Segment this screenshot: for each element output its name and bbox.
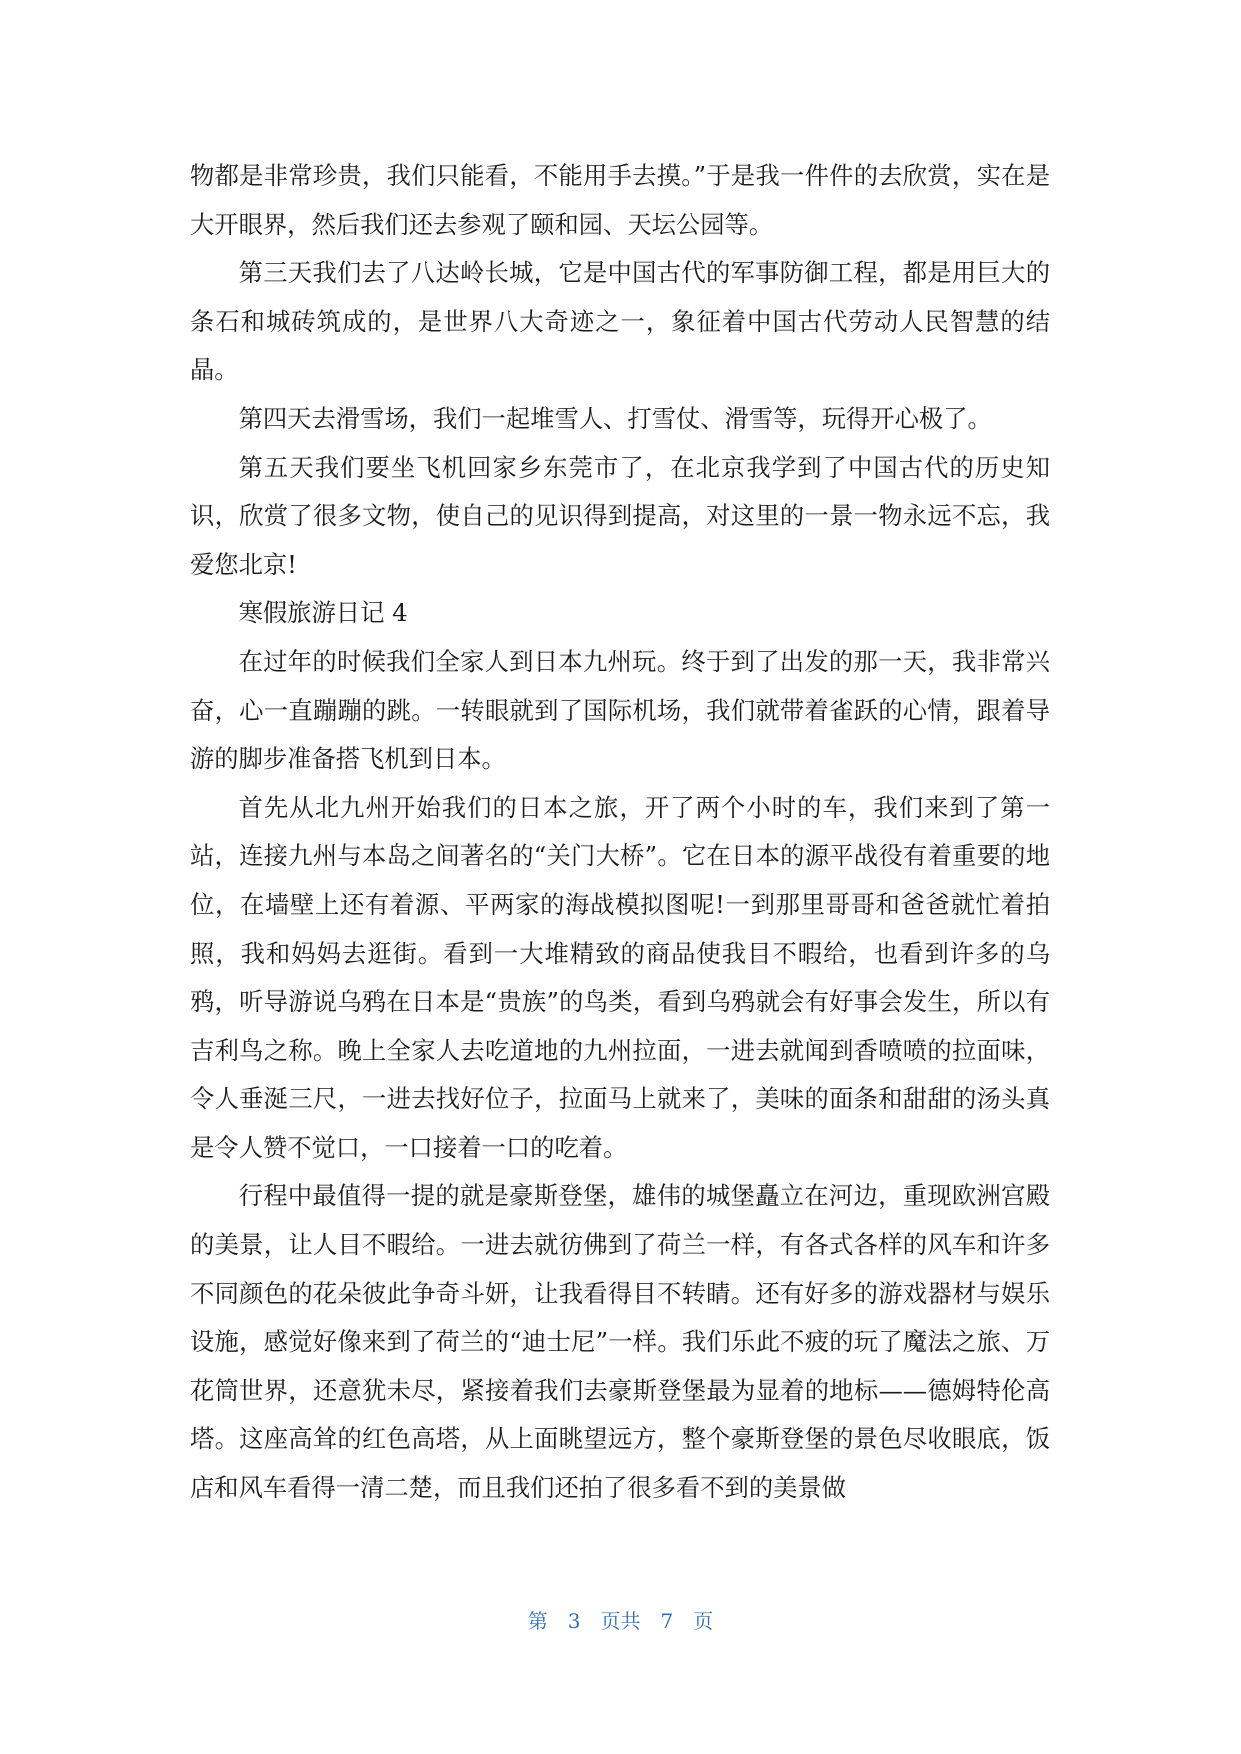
paragraph-ski-resort: 第四天去滑雪场，我们一起堆雪人、打雪仗、滑雪等，玩得开心极了。 bbox=[238, 403, 992, 433]
footer-middle: 页共 bbox=[600, 1609, 641, 1633]
paragraph-continuation: 物都是非常珍贵，我们只能看，不能用手去摸。”于是我一件件的去欣赏，实在是大开眼界，然后我们还去参观了颐和园、天坛公园等。 bbox=[190, 161, 1050, 239]
section-heading: 寒假旅游日记 4 bbox=[238, 598, 408, 628]
footer-suffix: 页 bbox=[693, 1609, 714, 1633]
footer-prefix: 第 bbox=[527, 1609, 548, 1633]
paragraph-return-home: 第五天我们要坐飞机回家乡东莞市了，在北京我学到了中国古代的历史知识，欣赏了很多文物，使自己的见识得到提高，对这里的一景一物永远不忘，我爱您北京! bbox=[190, 452, 1050, 579]
paragraph-kitakyushu: 首先从北九州开始我们的日本之旅，开了两个小时的车，我们来到了第一站，连接九州与本岛之间著名的“关门大桥”。它在日本的源平战役有着重要的地位，在墙壁上还有着源、平两家的海战模拟图呢!一到那里哥哥和爸爸就忙着拍照，我和妈妈去逛街。看到一大堆精致的商品使我目不暇给，也看到许多的乌鸦，听导游说乌鸦在日本是“贵族”的鸟类，看到乌鸦就会有好事会发生，所以有吉利鸟之称。晚上全家人去吃道地的九州拉面，一进去就闻到香喷喷的拉面味，令人垂涎三尺，一进去找好位子，拉面马上就来了，美味的面条和甜甜的汤头真是令人赞不觉口，一口接着一口的吃着。 bbox=[190, 792, 1050, 1162]
paragraph-japan-trip: 在过年的时候我们全家人到日本九州玩。终于到了出发的那一天，我非常兴奋，心一直蹦蹦的跳。一转眼就到了国际机场，我们就带着雀跃的心情，跟着导游的脚步准备搭飞机到日本。 bbox=[190, 646, 1050, 774]
document-body bbox=[190, 152, 1050, 1513]
footer-total-pages: 7 bbox=[660, 1609, 674, 1633]
page-footer bbox=[0, 1605, 1241, 1634]
paragraph-great-wall: 第三天我们去了八达岭长城，它是中国古代的军事防御工程，都是用巨大的条石和城砖筑成的，是世界八大奇迹之一，象征着中国古代劳动人民智慧的结晶。 bbox=[190, 258, 1050, 385]
paragraph-huis-ten-bosch: 行程中最值得一提的就是豪斯登堡，雄伟的城堡矗立在河边，重现欧洲宫殿的美景，让人目不暇给。一进去就彷佛到了荷兰一样，有各式各样的风车和许多不同颜色的花朵彼此争奇斗妍，让我看得目不转睛。还有好多的游戏器材与娱乐设施，感觉好像来到了荷兰的“迪士尼”一样。我们乐此不疲的玩了魔法之旅、万花筒世界，还意犹未尽，紧接着我们去豪斯登堡最为显着的地标——德姆特伦高塔。这座高耸的红色高塔，从上面眺望远方，整个豪斯登堡的景色尽收眼底，饭店和风车看得一清二楚，而且我们还拍了很多看不到的美景做 bbox=[190, 1181, 1050, 1503]
footer-current-page: 3 bbox=[567, 1609, 581, 1633]
